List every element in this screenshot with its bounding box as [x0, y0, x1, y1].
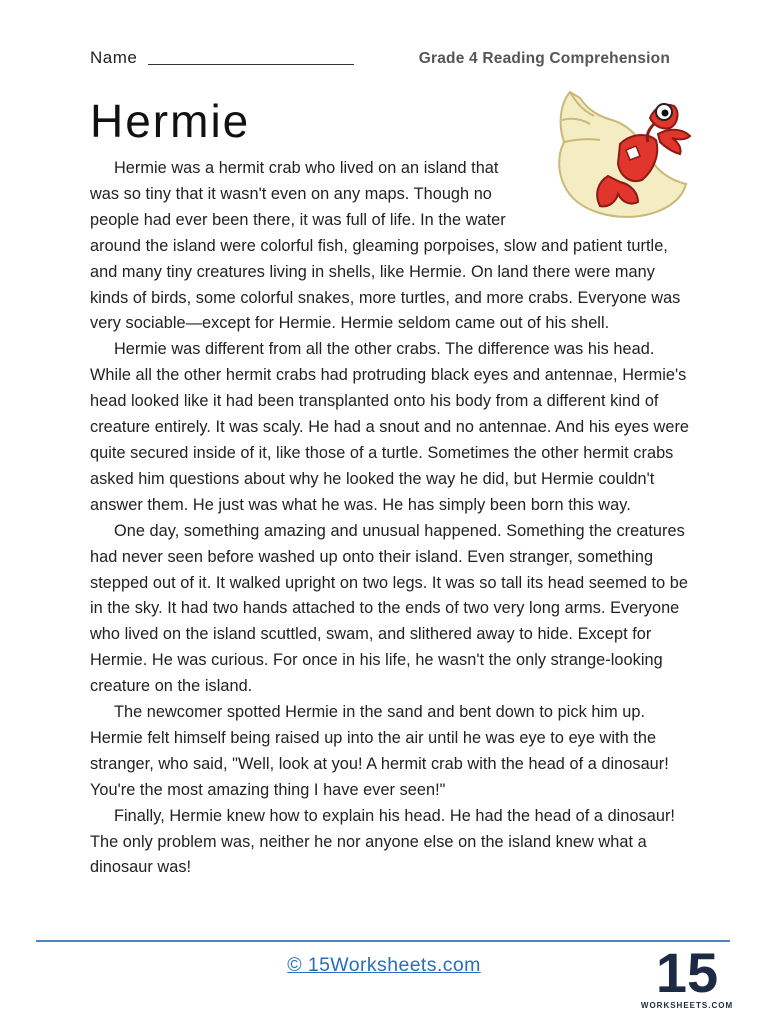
footer-link[interactable]: © 15Worksheets.com: [287, 954, 481, 976]
paragraph: The newcomer spotted Hermie in the sand and bent down to pick him up. Hermie felt himself being raised up into the air until he was eye to eye with the stranger, who said, "Well, look at you! A hermit crab with the head of a dinosaur! You're the most amazing thing I have ever seen!": [90, 703, 669, 799]
paragraph: Hermie was a hermit crab who lived on an island that was so tiny that it wasn't even on any maps. Though no people had ever been there, it was full of life. In the water around the island were colorful fish, gleaming porpoises, slow and patient turtle, and many tiny creatures living in shells, like Hermie. On land there were many kinds of birds, some colorful snakes, more turtles, and more crabs. Everyone was very sociable—except for Hermie. Hermie seldom came out of his shell.: [90, 159, 681, 333]
name-label: Name: [90, 48, 138, 67]
grade-label: Grade 4 Reading Comprehension: [418, 50, 670, 67]
illustration-space: [518, 156, 690, 224]
logo-text: WORKSHEETS.COM: [640, 1001, 734, 1010]
logo-number: 15: [655, 941, 719, 1004]
worksheet-header: [90, 46, 670, 72]
15worksheets-logo: [640, 938, 734, 1014]
paragraph: Hermie was different from all the other crabs. The difference was his head. While all the other hermit crabs had protruding black eyes and antennae, Hermie's head looked like it had been transplanted onto his body from a different kind of creature entirely. It was scaly. He had a snout and no antennae. And his eyes were quite secured inside of it, like those of a turtle. Sometimes the other hermit crabs asked him questions about why he looked the way he did, but Hermie couldn't answer them. He just was what he was. He has simply been born this way.: [90, 340, 690, 514]
story-title: Hermie: [90, 95, 251, 147]
paragraph: Finally, Hermie knew how to explain his head. He had the head of a dinosaur! The only problem was, neither he nor anyone else on the island knew what a dinosaur was!: [90, 806, 676, 877]
footer-divider: [36, 940, 730, 942]
name-field-line[interactable]: [148, 64, 354, 65]
paragraph: One day, something amazing and unusual happened. Something the creatures had never seen before washed up onto their island. Even stranger, something stepped out of it. It walked upright on two legs. It was so tall its head seemed to be in the sky. It had two hands attached to the ends of two very long arms. Everyone who lived on the island scuttled, swam, and slithered away to hide. Except for Hermie. He was curious. For once in his life, he wasn't the only strange-looking creature on the island.: [90, 521, 689, 696]
story-body: [90, 156, 690, 881]
